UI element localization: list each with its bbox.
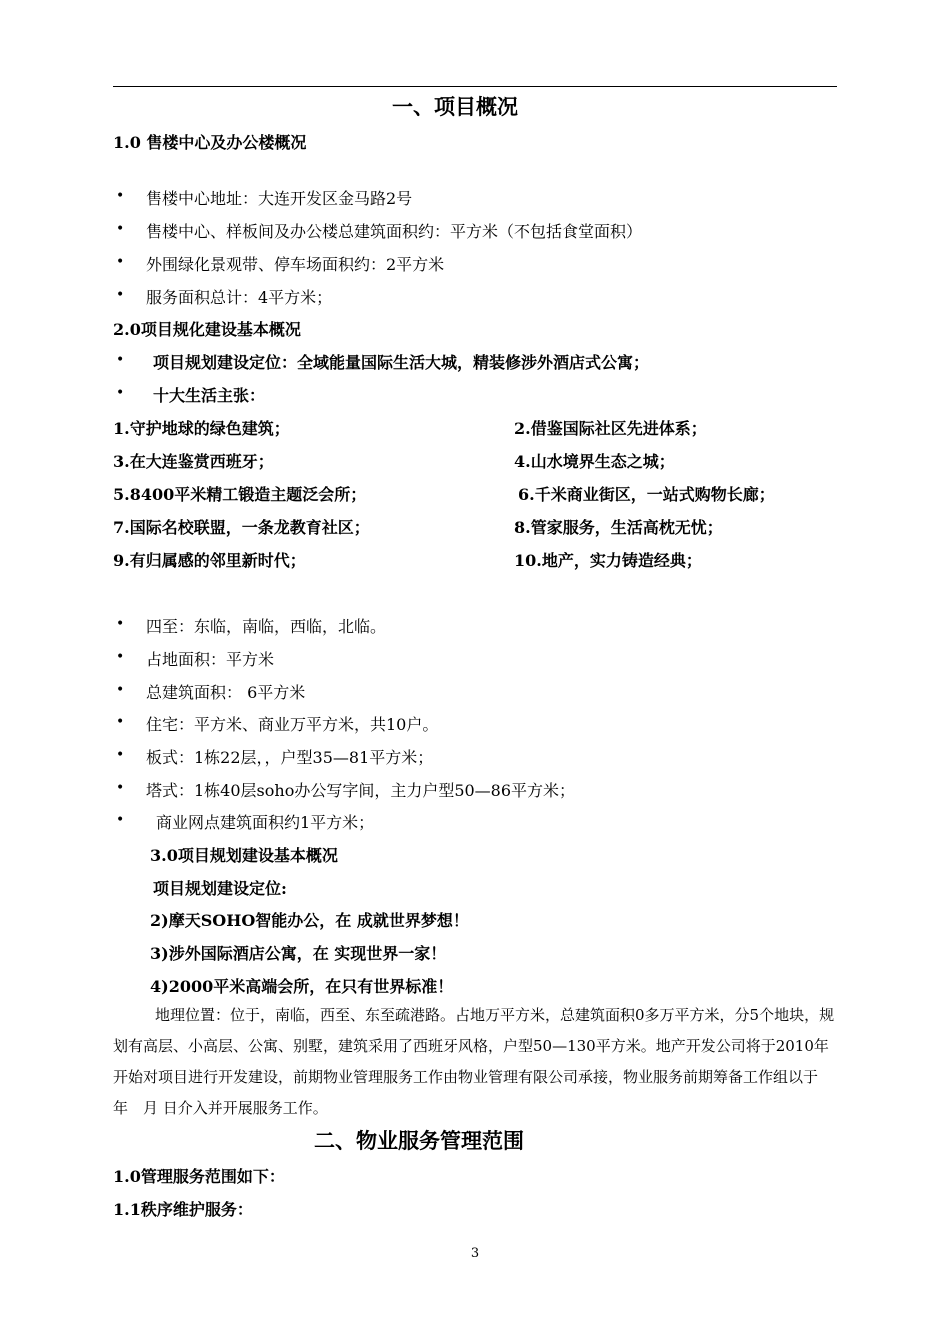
subsection-2-heading: 2.0项目规化建设基本概况 xyxy=(113,320,301,339)
scope-heading: 1.0管理服务范围如下： xyxy=(113,1167,285,1186)
claim-item: 9.有归属感的邻里新时代； xyxy=(113,551,306,570)
claim-item: 10.地产，实力铸造经典； xyxy=(514,551,702,570)
bullet-marker: • xyxy=(116,254,125,270)
list-item: 外围绿化景观带、停车场面积约：2平方米 xyxy=(146,255,445,274)
list-item: 服务面积总计：4平方米； xyxy=(146,288,333,307)
section-1-title: 一、项目概况 xyxy=(392,94,518,119)
bullet-marker: • xyxy=(116,747,125,763)
list-item: 售楼中心、样板间及办公楼总建筑面积约：平方米（不包括食堂面积） xyxy=(146,222,643,241)
bullet-marker: • xyxy=(116,812,125,828)
claim-item: 4.山水境界生态之城； xyxy=(514,452,675,471)
site-fact-item: 住宅：平方米、商业万平方米，共10户。 xyxy=(146,715,439,734)
site-fact-item: 总建筑面积： 6平方米 xyxy=(146,683,306,702)
bullet-marker: • xyxy=(116,221,125,237)
claim-item: 5.8400平米精工锻造主题泛会所； xyxy=(113,485,367,504)
positioning-item: 2)摩天SOHO智能办公，在 成就世界梦想！ xyxy=(150,911,469,930)
bullet-marker: • xyxy=(116,352,125,368)
bullet-marker: • xyxy=(116,385,125,401)
claim-item: 3.在大连鉴赏西班牙； xyxy=(113,452,274,471)
scope-subheading: 1.1秩序维护服务： xyxy=(113,1200,253,1219)
site-fact-item: 占地面积：平方米 xyxy=(146,650,275,669)
site-fact-item: 板式：1栋22层，，户型35—81平方米； xyxy=(146,748,434,767)
bullet-marker: • xyxy=(116,188,125,204)
site-fact-item: 商业网点建筑面积约1平方米； xyxy=(156,813,375,832)
bullet-marker: • xyxy=(116,616,125,632)
list-item: 售楼中心地址：大连开发区金马路2号 xyxy=(146,189,413,208)
bullet-marker: • xyxy=(116,714,125,730)
claim-item: 8.管家服务，生活高枕无忧； xyxy=(514,518,723,537)
bullet-marker: • xyxy=(116,649,125,665)
positioning-item: 项目规划建设定位：全域能量国际生活大城，精装修涉外酒店式公寓； xyxy=(153,353,650,372)
page-number: 3 xyxy=(470,1246,480,1261)
positioning-item: 4)2000平米高端会所，在只有世界标准！ xyxy=(150,977,454,996)
claim-item: 7.国际名校联盟，一条龙教育社区； xyxy=(113,518,370,537)
bullet-marker: • xyxy=(116,682,125,698)
ten-claims-heading: 十大生活主张： xyxy=(153,386,266,405)
location-paragraph: 地理位置：位于，南临，西至、东至疏港路。占地万平方米，总建筑面积0多万平方米，分5个地块，规划有高层、小高层、公寓、别墅，建筑采用了西班牙风格，户型50—130平方米。地产开发公司将于2010年开始对项目进行开发建设，前期物业管理服务工作由物业管理有限公司承接，物业服务前期筹备工作组以于 年 月 日介入并开展服务工作。 xyxy=(113,1006,835,1117)
claim-item: 6.千米商业街区，一站式购物长廊； xyxy=(518,485,775,504)
site-fact-item: 四至：东临，南临，西临，北临。 xyxy=(146,617,387,636)
bullet-marker: • xyxy=(116,287,125,303)
claim-item: 1.守护地球的绿色建筑； xyxy=(113,419,290,438)
subsection-3-heading: 3.0项目规划建设基本概况 xyxy=(150,846,338,865)
section-2-title: 二、物业服务管理范围 xyxy=(314,1128,524,1153)
subsection-1-heading: 1.0 售楼中心及办公楼概况 xyxy=(113,133,307,152)
positioning-item: 3)涉外国际酒店公寓，在 实现世界一家！ xyxy=(150,944,447,963)
site-fact-item: 塔式：1栋40层soho办公写字间，主力户型50—86平方米； xyxy=(146,781,576,800)
header-rule xyxy=(113,86,837,87)
bullet-marker: • xyxy=(116,780,125,796)
positioning-heading: 项目规划建设定位: xyxy=(153,879,287,898)
claim-item: 2.借鉴国际社区先进体系； xyxy=(514,419,707,438)
